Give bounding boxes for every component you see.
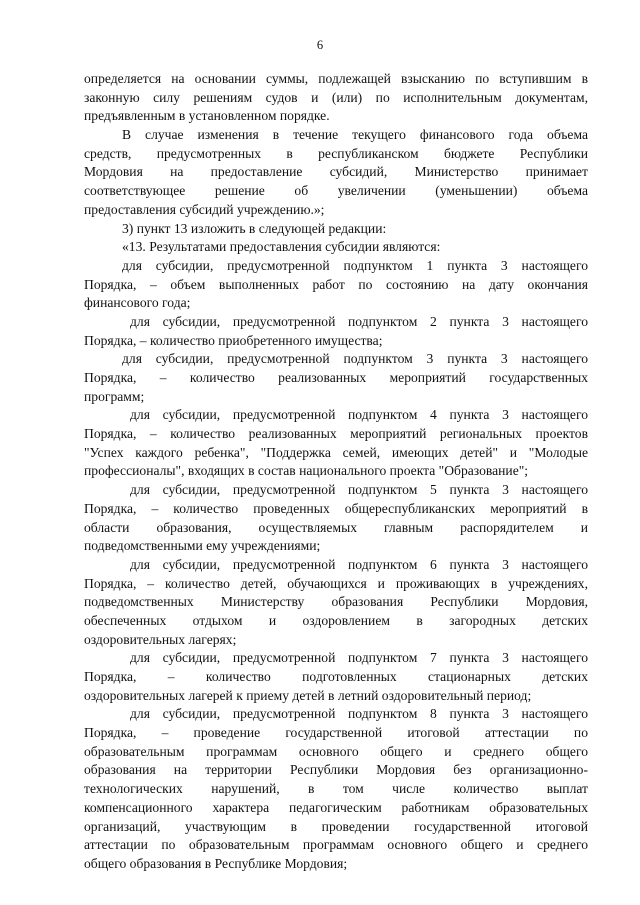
text-line: для субсидии, предусмотренной подпунктом 1 пункта 3 настоящего bbox=[122, 257, 588, 273]
text-line: Мордовия на предоставление субсидий, Министерство принимает bbox=[84, 164, 588, 180]
text-line: Порядка, – проведение государственной итоговой аттестации по bbox=[84, 725, 588, 741]
text-line: для субсидии, предусмотренной подпунктом 5 пункта 3 настоящего bbox=[130, 482, 588, 498]
document-body bbox=[84, 70, 588, 874]
text-line: Порядка, – количество проведенных общереспубликанских мероприятий в bbox=[84, 500, 588, 516]
text-line: подведомственными ему учреждениями; bbox=[84, 538, 321, 554]
paragraph bbox=[84, 649, 588, 705]
text-line: предъявленным в установленном порядке. bbox=[84, 108, 330, 124]
text-line: оздоровительных лагерей к приему детей в летний оздоровительный период; bbox=[84, 687, 532, 703]
text-line: аттестации по образовательным программам основного общего и среднего bbox=[84, 837, 588, 853]
text-line: Порядка, – объем выполненных работ по состоянию на дату окончания bbox=[84, 276, 588, 292]
paragraph bbox=[84, 257, 588, 313]
text-line: для субсидии, предусмотренной подпунктом 3 пункта 3 настоящего bbox=[122, 351, 588, 367]
text-line: Порядка, – количество реализованных мероприятий региональных проектов bbox=[84, 426, 588, 442]
text-line: Порядка, – количество приобретенного имущества; bbox=[84, 332, 383, 348]
text-line: определяется на основании суммы, подлежащей взысканию по вступившим в bbox=[84, 71, 588, 86]
text-line: для субсидии, предусмотренной подпунктом 2 пункта 3 настоящего bbox=[130, 313, 588, 329]
text-line: области образования, осуществляемых главным распорядителем и bbox=[84, 519, 588, 535]
text-line: для субсидии, предусмотренной подпунктом 6 пункта 3 настоящего bbox=[130, 556, 588, 572]
text-line: программ; bbox=[84, 388, 145, 404]
paragraph bbox=[84, 70, 588, 126]
text-line: предоставления субсидий учреждению.»; bbox=[84, 201, 325, 217]
text-line: законную силу решениям судов и (или) по исполнительным документам, bbox=[84, 89, 588, 105]
text-line: для субсидии, предусмотренной подпунктом 4 пункта 3 настоящего bbox=[130, 407, 588, 423]
text-line: Порядка, – количество реализованных мероприятий государственных bbox=[84, 370, 588, 385]
text-line: профессионалы", входящих в состав национального проекта "Образование"; bbox=[84, 463, 529, 479]
paragraph bbox=[84, 705, 588, 873]
text-line: для субсидии, предусмотренной подпунктом 8 пункта 3 настоящего bbox=[130, 706, 588, 722]
text-line: компенсационного характера педагогическим работникам образовательных bbox=[84, 799, 588, 815]
text-line: обеспеченных отдыхом и оздоровлением в загородных детских bbox=[84, 612, 588, 628]
text-line: общего образования в Республике Мордовия; bbox=[84, 855, 348, 871]
page-number: 6 bbox=[316, 38, 324, 52]
text-line: «13. Результатами предоставления субсидии являются: bbox=[122, 239, 441, 255]
text-line: финансового года; bbox=[84, 295, 191, 311]
text-line: технологических нарушений, в том числе количество выплат bbox=[84, 781, 588, 797]
text-line: "Успех каждого ребенка", "Поддержка семей, имеющих детей" и "Молодые bbox=[84, 444, 588, 460]
text-line: Порядка, – количество детей, обучающихся и проживающих в учреждениях, bbox=[84, 575, 588, 591]
paragraph bbox=[84, 126, 588, 219]
paragraph bbox=[84, 220, 588, 239]
text-line: организаций, участвующим в проведении государственной итоговой bbox=[84, 818, 588, 834]
text-line: образовательным программам основного общего и среднего общего bbox=[84, 743, 588, 759]
text-line: средств, предусмотренных в республиканском бюджете Республики bbox=[84, 145, 588, 161]
text-line: В случае изменения в течение текущего финансового года объема bbox=[122, 127, 588, 143]
paragraph bbox=[84, 406, 588, 481]
text-line: оздоровительных лагерях; bbox=[84, 631, 237, 647]
paragraph bbox=[84, 238, 588, 257]
text-line: образования на территории Республики Мордовия без организационно- bbox=[84, 762, 588, 778]
text-line: соответствующее решение об увеличении (уменьшении) объема bbox=[84, 183, 588, 199]
text-line: для субсидии, предусмотренной подпунктом 7 пункта 3 настоящего bbox=[130, 650, 588, 666]
text-line: подведомственных Министерству образования Республики Мордовия, bbox=[84, 594, 588, 610]
text-line: Порядка, – количество подготовленных стационарных детских bbox=[84, 669, 588, 684]
paragraph bbox=[84, 313, 588, 350]
text-line: 3) пункт 13 изложить в следующей редакции: bbox=[122, 220, 387, 236]
paragraph bbox=[84, 350, 588, 406]
paragraph bbox=[84, 556, 588, 649]
paragraph bbox=[84, 481, 588, 556]
